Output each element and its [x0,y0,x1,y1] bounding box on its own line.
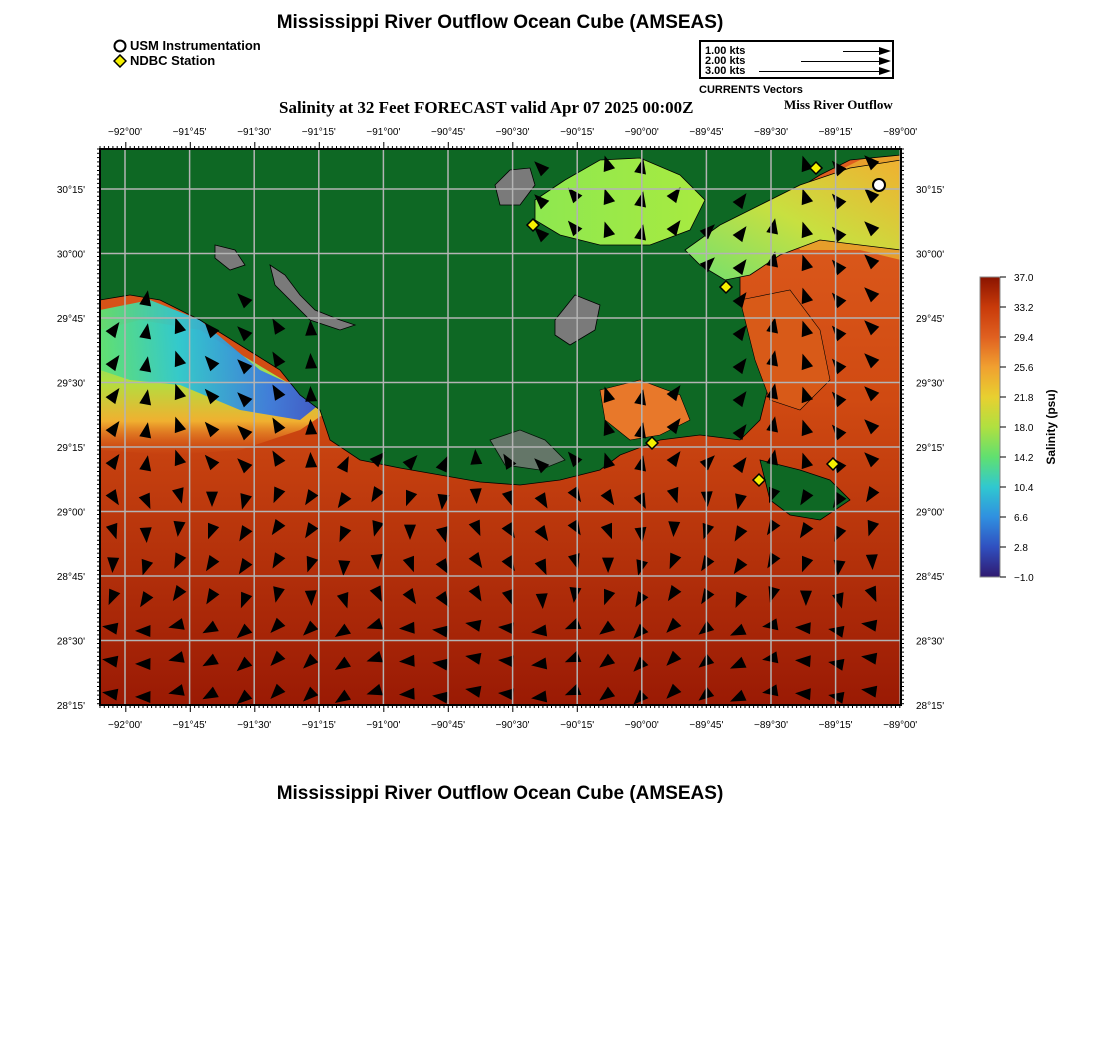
colorbar-tick-label: 14.2 [1014,453,1034,464]
lon-tick-label: −89°15' [818,127,853,138]
lat-tick-label: 28°30' [916,636,945,648]
lat-tick-label: 29°15' [916,443,945,454]
lon-tick-label: −89°45' [689,127,724,138]
legend-usm-label: USM Instrumentation [130,38,261,53]
currents-vectors-caption: CURRENTS Vectors [699,84,803,96]
lat-tick-label: 30°00' [916,249,945,261]
colorbar-tick-label: 33.2 [1014,303,1034,314]
lon-tick-label: −91°30' [237,127,272,138]
colorbar-tick-label: 37.0 [1014,273,1034,284]
colorbar-ticks [1000,273,1034,584]
lat-tick-label: 28°15' [916,701,945,712]
vector-row-1: 1.00 kts [705,45,746,57]
map-title: Mississippi River Outflow Ocean Cube (AMSEAS) [276,12,724,33]
lon-tick-label: −92°00' [108,720,142,731]
lon-tick-label: −90°15' [560,127,595,138]
lon-tick-label: −91°00' [366,127,401,138]
lat-tick-label: 30°15' [56,185,85,196]
colorbar-tick-label: 6.6 [1014,513,1028,524]
legend-ndbc-label: NDBC Station [130,53,216,68]
lat-tick-label: 30°15' [916,185,945,196]
vector-row-2: 2.00 kts [705,55,746,67]
colorbar-tick-label: 29.4 [1014,333,1034,344]
lon-tick-label: −90°00' [624,127,659,138]
lon-tick-label: −89°15' [818,720,853,731]
lat-labels-left [57,185,85,712]
lon-tick-label: −90°00' [624,720,659,731]
lon-tick-label: −91°15' [301,127,336,138]
lat-tick-label: 29°00' [916,507,945,519]
usm-station-circle [873,179,885,191]
lat-tick-label: 29°15' [56,443,85,454]
colorbar [980,277,1000,577]
lon-tick-label: −91°00' [366,720,401,731]
lat-tick-label: 30°00' [56,249,85,261]
lat-tick-label: 29°00' [56,507,85,519]
map-subtitle: Salinity at 32 Feet FORECAST valid Apr 07 2025 00:00Z [279,98,694,117]
lon-tick-label: −90°30' [495,720,530,731]
lon-tick-label: −89°30' [754,127,788,138]
colorbar-tick-label: 21.8 [1014,393,1034,404]
lat-tick-label: 29°45' [916,314,945,325]
lon-tick-label: −92°00' [108,127,142,138]
lon-labels-bottom [108,720,917,731]
lat-tick-label: 28°15' [56,701,85,712]
second-map-title: Mississippi River Outflow Ocean Cube (AMSEAS) [276,783,724,804]
lon-tick-label: −89°30' [754,720,788,731]
lat-tick-label: 29°45' [56,314,85,325]
lat-tick-label: 28°45' [56,572,85,583]
lon-tick-label: −90°15' [560,720,595,731]
map-frame [100,149,901,705]
lat-tick-label: 28°30' [56,636,85,648]
lat-tick-label: 29°30' [916,378,945,390]
colorbar-tick-label: 10.4 [1014,483,1034,494]
lon-tick-label: −91°30' [237,720,272,731]
lat-tick-label: 28°45' [916,572,945,583]
colorbar-label: Salinity (psu) [1044,389,1058,465]
lon-tick-label: −91°45' [172,720,207,731]
lon-tick-label: −89°00' [883,127,918,138]
lon-tick-label: −90°30' [495,127,530,138]
lon-tick-label: −90°45' [431,127,465,138]
colorbar-tick-label: 25.6 [1014,363,1034,374]
lat-labels-right [916,185,944,712]
region-label: Miss River Outflow [784,97,893,112]
vector-row-3: 3.00 kts [705,65,746,77]
colorbar-tick-label: 18.0 [1014,423,1034,434]
lon-tick-label: −91°45' [172,127,207,138]
lon-labels-top [108,127,917,138]
lon-tick-label: −90°45' [431,720,465,731]
lon-tick-label: −89°00' [883,720,918,731]
lat-tick-label: 29°30' [56,378,85,390]
colorbar-tick-label: 2.8 [1014,543,1028,554]
lon-tick-label: −91°15' [301,720,336,731]
colorbar-tick-label: −1.0 [1014,573,1034,584]
lon-tick-label: −89°45' [689,720,724,731]
